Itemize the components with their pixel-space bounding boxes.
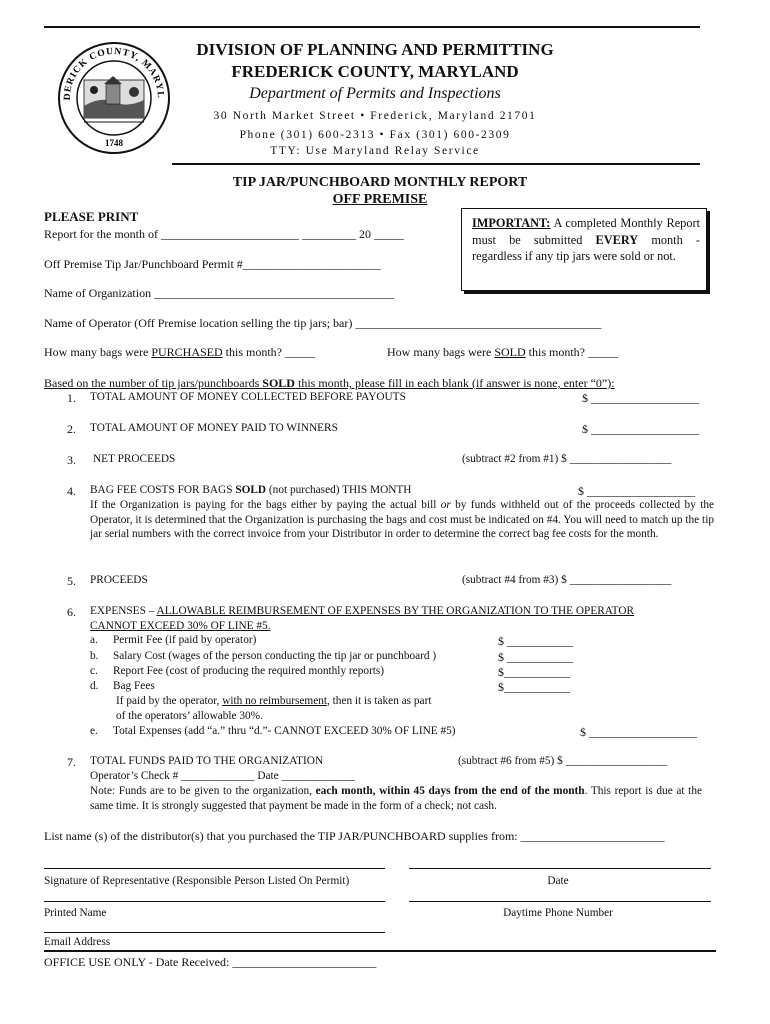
item-6-limit: CANNOT EXCEED 30% OF LINE #5. bbox=[90, 620, 271, 632]
item-6d-note-2: of the operators’ allowable 30%. bbox=[116, 710, 263, 722]
item-6c-amount[interactable]: $___________ bbox=[498, 665, 570, 679]
item-4-note: If the Organization is paying for the bags either by paying the actual bill or by funds withheld out of the proceeds collected by the Operator, it is determined that the Organization is purchasing the bags and cost must be indicated on #4. You will need to match up the tip jar serial numbers with the correct invoice from your Distributor in order to determine the correct bag fee costs for the month. bbox=[90, 499, 715, 540]
signature-label: Signature of Representative (Responsible Person Listed On Permit) bbox=[44, 875, 350, 887]
distributor-field[interactable]: List name (s) of the distributor(s) that you purchased the TIP JAR/PUNCHBOARD supplies from: ________________________ bbox=[44, 829, 665, 843]
item-7-label: TOTAL FUNDS PAID TO THE ORGANIZATION bbox=[90, 755, 324, 767]
item-5-number: 5. bbox=[67, 574, 76, 588]
item-6b-label: Salary Cost (wages of the person conducting the tip jar or punchboard ) bbox=[113, 650, 437, 662]
item-2-label: TOTAL AMOUNT OF MONEY PAID TO WINNERS bbox=[90, 422, 338, 434]
header-address: 30 North Market Street • Frederick, Maryland 21701 bbox=[213, 110, 537, 122]
item-1-label: TOTAL AMOUNT OF MONEY COLLECTED BEFORE PAYOUTS bbox=[90, 391, 406, 403]
operator-name-field[interactable]: Name of Operator (Off Premise location selling the tip jars; bar) _________________________________________ bbox=[44, 316, 602, 330]
item-6c-letter: c. bbox=[90, 665, 98, 677]
footer-rule bbox=[44, 950, 716, 952]
form-title: TIP JAR/PUNCHBOARD MONTHLY REPORT bbox=[232, 175, 528, 190]
item-7-number: 7. bbox=[67, 755, 76, 769]
item-6b-letter: b. bbox=[90, 650, 99, 662]
every-emphasis: EVERY bbox=[595, 232, 639, 247]
seal-graphic bbox=[56, 40, 172, 156]
header-title-2: FREDERICK COUNTY, MARYLAND bbox=[231, 62, 519, 81]
item-6d-note-1: If paid by the operator, with no reimbursement, then it is taken as part bbox=[116, 695, 432, 707]
daytime-phone-label: Daytime Phone Number bbox=[503, 907, 613, 919]
item-2-amount[interactable]: $ __________________ bbox=[582, 422, 699, 436]
item-4-number: 4. bbox=[67, 484, 76, 498]
item-6a-letter: a. bbox=[90, 634, 98, 646]
item-3-amount[interactable]: (subtract #2 from #1) $ __________________ bbox=[462, 453, 672, 465]
item-6c-label: Report Fee (cost of producing the required monthly reports) bbox=[113, 665, 385, 677]
header-tty: TTY: Use Maryland Relay Service bbox=[270, 145, 480, 157]
important-label: IMPORTANT: bbox=[472, 216, 551, 230]
item-1-amount[interactable]: $ __________________ bbox=[582, 391, 699, 405]
item-1-number: 1. bbox=[67, 391, 76, 405]
header-title-1: DIVISION OF PLANNING AND PERMITTING bbox=[196, 40, 554, 59]
office-use-field: OFFICE USE ONLY - Date Received: ________________________ bbox=[44, 955, 377, 969]
printed-name-label: Printed Name bbox=[44, 907, 107, 919]
header-phone: Phone (301) 600-2313 • Fax (301) 600-2309 bbox=[239, 129, 511, 141]
important-box bbox=[461, 208, 707, 291]
item-5-amount[interactable]: (subtract #4 from #3) $ __________________ bbox=[462, 574, 672, 586]
header-dept: Department of Permits and Inspections bbox=[249, 85, 501, 102]
item-6e-label: Total Expenses (add “a.” thru “d.”- CANNOT EXCEED 30% OF LINE #5) bbox=[113, 725, 456, 737]
item-3-number: 3. bbox=[67, 453, 76, 467]
operator-check-field[interactable]: Operator’s Check # _____________ Date _____________ bbox=[90, 770, 355, 782]
item-6a-label: Permit Fee (if paid by operator) bbox=[113, 634, 257, 646]
seal-year: 1748 bbox=[105, 138, 123, 148]
date-label: Date bbox=[547, 875, 569, 887]
item-6a-amount[interactable]: $ ___________ bbox=[498, 634, 573, 648]
daytime-phone-line[interactable] bbox=[409, 901, 711, 902]
item-6e-letter: e. bbox=[90, 725, 98, 737]
item-6d-amount[interactable]: $___________ bbox=[498, 680, 570, 694]
bags-sold-field[interactable]: How many bags were SOLD this month? _____ bbox=[387, 345, 618, 359]
report-month-field[interactable]: Report for the month of _______________________ _________ 20 _____ bbox=[44, 227, 404, 241]
item-6d-letter: d. bbox=[90, 680, 99, 692]
signature-line[interactable] bbox=[44, 868, 385, 869]
seal-top-text: DERICK COUNTY, MARYL bbox=[62, 46, 166, 101]
item-5-label: PROCEEDS bbox=[90, 574, 148, 586]
item-6d-label: Bag Fees bbox=[113, 680, 155, 692]
item-2-number: 2. bbox=[67, 422, 76, 436]
email-line[interactable] bbox=[44, 932, 385, 933]
item-4-amount[interactable]: $ __________________ bbox=[578, 484, 695, 498]
instructions: Based on the number of tip jars/punchboards SOLD this month, please fill in each blank (if answer is none, enter “0”): bbox=[44, 376, 615, 390]
item-3-label: NET PROCEEDS bbox=[93, 453, 176, 465]
important-text: IMPORTANT: A completed Monthly Report must be submitted EVERY month - regardless if any tip jars were sold or not. bbox=[472, 216, 701, 263]
organization-name-field[interactable]: Name of Organization ________________________________________ bbox=[44, 286, 395, 300]
county-seal bbox=[56, 40, 172, 156]
item-7-amount[interactable]: (subtract #6 from #5) $ __________________ bbox=[458, 755, 668, 767]
header-top-rule bbox=[44, 26, 700, 28]
item-6e-amount[interactable]: $ __________________ bbox=[580, 725, 697, 739]
item-4-label: BAG FEE COSTS FOR BAGS SOLD (not purchased) THIS MONTH bbox=[90, 484, 412, 496]
item-6b-amount[interactable]: $ ___________ bbox=[498, 650, 573, 664]
printed-name-line[interactable] bbox=[44, 901, 385, 902]
item-6-number: 6. bbox=[67, 605, 76, 619]
email-label: Email Address bbox=[44, 936, 111, 948]
payment-note: Note: Funds are to be given to the organization, each month, within 45 days from the end of the month. This report is due at the same time. It is strongly suggested that payment be made in the form of a check; not cash. bbox=[90, 785, 702, 812]
form-subtitle: OFF PREMISE bbox=[332, 192, 428, 207]
permit-number-field[interactable]: Off Premise Tip Jar/Punchboard Permit #_______________________ bbox=[44, 257, 381, 271]
date-line[interactable] bbox=[409, 868, 711, 869]
please-print: PLEASE PRINT bbox=[44, 209, 139, 224]
item-6-label: EXPENSES – ALLOWABLE REIMBURSEMENT OF EXPENSES BY THE ORGANIZATION TO THE OPERATOR bbox=[90, 605, 635, 617]
bags-purchased-field[interactable]: How many bags were PURCHASED this month? _____ bbox=[44, 345, 316, 359]
header-bottom-rule bbox=[172, 163, 700, 165]
